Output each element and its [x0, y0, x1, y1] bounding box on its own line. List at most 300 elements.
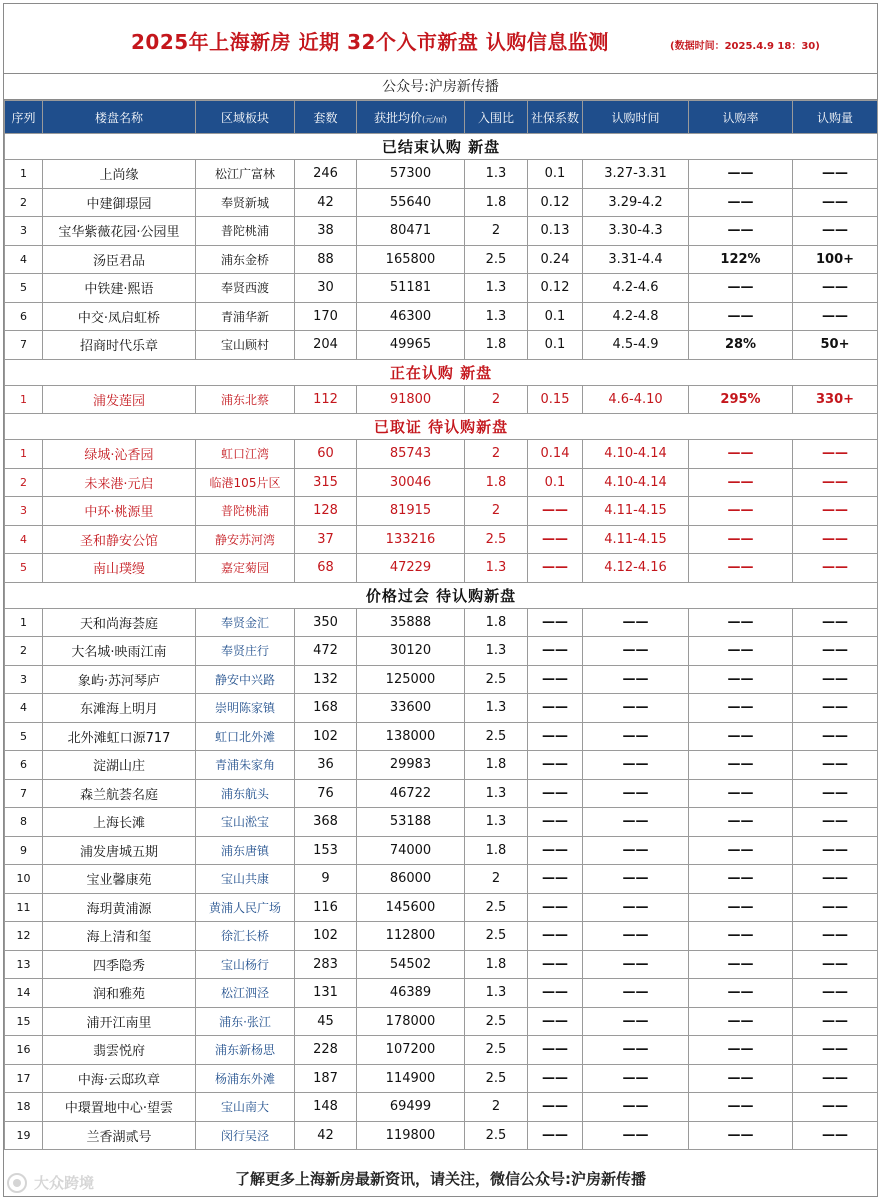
cell-ratio: 1.8 [465, 468, 528, 497]
cell-units: 204 [295, 331, 357, 360]
cell-area: 徐汇长桥 [196, 922, 295, 951]
cell-name: 兰香湖贰号 [43, 1121, 196, 1150]
cell-rate: —— [689, 274, 793, 303]
cell-name: 中環置地中心·望雲 [43, 1093, 196, 1122]
cell-idx: 1 [5, 608, 43, 637]
cell-social: —— [528, 893, 583, 922]
cell-time: 4.11-4.15 [583, 497, 689, 526]
cell-social: —— [528, 554, 583, 583]
cell-time: —— [583, 979, 689, 1008]
cell-idx: 4 [5, 245, 43, 274]
cell-rate: —— [689, 808, 793, 837]
cell-idx: 2 [5, 468, 43, 497]
cell-time: 4.10-4.14 [583, 440, 689, 469]
cell-idx: 15 [5, 1007, 43, 1036]
cell-social: —— [528, 694, 583, 723]
cell-name: 森兰航荟名庭 [43, 779, 196, 808]
cell-ratio: 1.3 [465, 554, 528, 583]
cell-time: —— [583, 950, 689, 979]
watermark-text: 大众跨境 [34, 1174, 95, 1192]
cell-idx: 18 [5, 1093, 43, 1122]
cell-volume: 100+ [793, 245, 878, 274]
cell-units: 9 [295, 865, 357, 894]
cell-area: 浦东唐镇 [196, 836, 295, 865]
cell-name: 宝华紫薇花园·公园里 [43, 217, 196, 246]
cell-time: —— [583, 665, 689, 694]
cell-rate: —— [689, 1064, 793, 1093]
cell-rate: —— [689, 440, 793, 469]
table-row [5, 440, 878, 469]
cell-time: 3.29-4.2 [583, 188, 689, 217]
cell-area: 宝山共康 [196, 865, 295, 894]
section-header [5, 414, 878, 440]
cell-social: —— [528, 1093, 583, 1122]
cell-volume: —— [793, 865, 878, 894]
cell-name: 宝业馨康苑 [43, 865, 196, 894]
cell-social: —— [528, 608, 583, 637]
cell-rate: —— [689, 722, 793, 751]
cell-social: —— [528, 922, 583, 951]
cell-units: 315 [295, 468, 357, 497]
table-row [5, 188, 878, 217]
cell-area: 崇明陈家镇 [196, 694, 295, 723]
table-row [5, 893, 878, 922]
cell-volume: —— [793, 274, 878, 303]
cell-rate: —— [689, 608, 793, 637]
cell-time: —— [583, 836, 689, 865]
cell-rate: —— [689, 637, 793, 666]
table-row [5, 160, 878, 189]
cell-time: —— [583, 1007, 689, 1036]
cell-price: 125000 [357, 665, 465, 694]
cell-social: —— [528, 779, 583, 808]
cell-ratio: 1.8 [465, 836, 528, 865]
section-header [5, 134, 878, 160]
cell-time: 3.30-4.3 [583, 217, 689, 246]
table-row [5, 385, 878, 414]
cell-rate: —— [689, 836, 793, 865]
cell-volume: 330+ [793, 385, 878, 414]
cell-units: 350 [295, 608, 357, 637]
cell-time: —— [583, 1064, 689, 1093]
cell-volume: —— [793, 217, 878, 246]
cell-name: 润和雅苑 [43, 979, 196, 1008]
cell-price: 112800 [357, 922, 465, 951]
cell-area: 静安苏河湾 [196, 525, 295, 554]
table-row [5, 665, 878, 694]
cell-ratio: 2.5 [465, 1036, 528, 1065]
cell-ratio: 2 [465, 217, 528, 246]
table-row [5, 1036, 878, 1065]
cell-volume: —— [793, 751, 878, 780]
header-index: 序列 [5, 101, 43, 134]
cell-ratio: 2.5 [465, 665, 528, 694]
cell-price: 46389 [357, 979, 465, 1008]
cell-name: 浦开江南里 [43, 1007, 196, 1036]
cell-area: 奉贤金汇 [196, 608, 295, 637]
cell-time: —— [583, 865, 689, 894]
cell-idx: 16 [5, 1036, 43, 1065]
table-row [5, 468, 878, 497]
cell-ratio: 1.3 [465, 808, 528, 837]
cell-ratio: 2.5 [465, 893, 528, 922]
cell-ratio: 2.5 [465, 245, 528, 274]
cell-area: 奉贤西渡 [196, 274, 295, 303]
cell-ratio: 2.5 [465, 525, 528, 554]
section-header [5, 359, 878, 385]
cell-idx: 12 [5, 922, 43, 951]
cell-price: 46722 [357, 779, 465, 808]
cell-area: 静安中兴路 [196, 665, 295, 694]
header-units: 套数 [295, 101, 357, 134]
cell-time: 4.5-4.9 [583, 331, 689, 360]
cell-name: 海上清和玺 [43, 922, 196, 951]
cell-name: 中环·桃源里 [43, 497, 196, 526]
cell-price: 47229 [357, 554, 465, 583]
public-account-label: 公众号:沪房新传播 [4, 74, 877, 100]
cell-idx: 6 [5, 302, 43, 331]
cell-ratio: 1.3 [465, 979, 528, 1008]
cell-time: —— [583, 893, 689, 922]
cell-ratio: 2.5 [465, 722, 528, 751]
cell-rate: —— [689, 1007, 793, 1036]
table-row [5, 302, 878, 331]
cell-social: —— [528, 665, 583, 694]
cell-ratio: 1.8 [465, 950, 528, 979]
cell-units: 42 [295, 1121, 357, 1150]
cell-rate: —— [689, 525, 793, 554]
cell-ratio: 2.5 [465, 922, 528, 951]
cell-price: 107200 [357, 1036, 465, 1065]
cell-volume: —— [793, 302, 878, 331]
table-row [5, 554, 878, 583]
cell-rate: —— [689, 751, 793, 780]
cell-price: 133216 [357, 525, 465, 554]
cell-idx: 7 [5, 779, 43, 808]
cell-price: 85743 [357, 440, 465, 469]
table-row [5, 836, 878, 865]
cell-social: —— [528, 808, 583, 837]
cell-name: 未来港·元启 [43, 468, 196, 497]
cell-social: 0.24 [528, 245, 583, 274]
cell-volume: —— [793, 1093, 878, 1122]
table-row [5, 865, 878, 894]
cell-idx: 19 [5, 1121, 43, 1150]
cell-units: 102 [295, 722, 357, 751]
cell-price: 165800 [357, 245, 465, 274]
cell-volume: —— [793, 1007, 878, 1036]
cell-units: 60 [295, 440, 357, 469]
cell-units: 368 [295, 808, 357, 837]
cell-name: 大名城·映雨江南 [43, 637, 196, 666]
cell-area: 浦东航头 [196, 779, 295, 808]
cell-ratio: 2 [465, 865, 528, 894]
cell-name: 北外滩虹口源717 [43, 722, 196, 751]
cell-price: 119800 [357, 1121, 465, 1150]
table-row [5, 751, 878, 780]
cell-price: 57300 [357, 160, 465, 189]
cell-rate: —— [689, 468, 793, 497]
cell-social: —— [528, 525, 583, 554]
cell-volume: —— [793, 497, 878, 526]
cell-time: 4.12-4.16 [583, 554, 689, 583]
cell-social: 0.1 [528, 331, 583, 360]
cell-area: 宝山淞宝 [196, 808, 295, 837]
cell-social: —— [528, 1064, 583, 1093]
cell-units: 128 [295, 497, 357, 526]
table-row [5, 808, 878, 837]
cell-area: 宝山南大 [196, 1093, 295, 1122]
cell-area: 黄浦人民广场 [196, 893, 295, 922]
cell-time: 4.10-4.14 [583, 468, 689, 497]
cell-area: 奉贤庄行 [196, 637, 295, 666]
cell-volume: —— [793, 160, 878, 189]
cell-rate: 122% [689, 245, 793, 274]
cell-name: 南山璞缦 [43, 554, 196, 583]
cell-rate: —— [689, 160, 793, 189]
cell-area: 嘉定菊园 [196, 554, 295, 583]
cell-volume: 50+ [793, 331, 878, 360]
cell-ratio: 1.3 [465, 694, 528, 723]
cell-time: 4.2-4.6 [583, 274, 689, 303]
cell-idx: 3 [5, 665, 43, 694]
cell-units: 170 [295, 302, 357, 331]
cell-area: 普陀桃浦 [196, 497, 295, 526]
cell-idx: 3 [5, 217, 43, 246]
cell-time: —— [583, 722, 689, 751]
cell-ratio: 1.8 [465, 608, 528, 637]
cell-price: 30120 [357, 637, 465, 666]
cell-area: 临港105片区 [196, 468, 295, 497]
cell-time: 3.27-3.31 [583, 160, 689, 189]
cell-ratio: 2 [465, 1093, 528, 1122]
cell-ratio: 1.3 [465, 274, 528, 303]
cell-volume: —— [793, 440, 878, 469]
cell-units: 102 [295, 922, 357, 951]
cell-ratio: 2 [465, 440, 528, 469]
cell-price: 51181 [357, 274, 465, 303]
cell-idx: 5 [5, 554, 43, 583]
cell-idx: 10 [5, 865, 43, 894]
section-header [5, 582, 878, 608]
cell-time: 4.11-4.15 [583, 525, 689, 554]
watermark-icon [6, 1172, 32, 1194]
section-title: 已结束认购 新盘 [5, 134, 878, 160]
cell-idx: 7 [5, 331, 43, 360]
table-row [5, 637, 878, 666]
cell-area: 青浦朱家角 [196, 751, 295, 780]
cell-idx: 11 [5, 893, 43, 922]
cell-idx: 4 [5, 694, 43, 723]
cell-price: 114900 [357, 1064, 465, 1093]
cell-rate: —— [689, 1036, 793, 1065]
cell-ratio: 2 [465, 385, 528, 414]
cell-volume: —— [793, 722, 878, 751]
cell-area: 宝山杨行 [196, 950, 295, 979]
cell-name: 浦发唐城五期 [43, 836, 196, 865]
table-row [5, 245, 878, 274]
cell-ratio: 1.8 [465, 188, 528, 217]
cell-units: 42 [295, 188, 357, 217]
cell-price: 80471 [357, 217, 465, 246]
cell-name: 绿城·沁香园 [43, 440, 196, 469]
cell-price: 74000 [357, 836, 465, 865]
cell-social: —— [528, 1121, 583, 1150]
cell-idx: 1 [5, 385, 43, 414]
cell-volume: —— [793, 836, 878, 865]
cell-social: —— [528, 1007, 583, 1036]
cell-ratio: 1.3 [465, 160, 528, 189]
cell-area: 杨浦东外滩 [196, 1064, 295, 1093]
cell-area: 闵行吴泾 [196, 1121, 295, 1150]
cell-rate: —— [689, 554, 793, 583]
cell-social: —— [528, 950, 583, 979]
cell-price: 145600 [357, 893, 465, 922]
header-volume: 认购量 [793, 101, 878, 134]
header-price-unit: (元/㎡) [422, 114, 447, 124]
cell-units: 132 [295, 665, 357, 694]
cell-social: 0.12 [528, 188, 583, 217]
header-price [357, 101, 465, 134]
cell-idx: 3 [5, 497, 43, 526]
cell-social: 0.1 [528, 302, 583, 331]
data-timestamp: (数据时间：2025.4.9 18：30) [670, 41, 820, 52]
section-title: 价格过会 待认购新盘 [5, 582, 878, 608]
cell-area: 青浦华新 [196, 302, 295, 331]
header-ratio: 入围比 [465, 101, 528, 134]
cell-ratio: 1.3 [465, 637, 528, 666]
cell-volume: —— [793, 808, 878, 837]
header-name: 楼盘名称 [43, 101, 196, 134]
cell-name: 淀湖山庄 [43, 751, 196, 780]
cell-units: 228 [295, 1036, 357, 1065]
cell-rate: —— [689, 893, 793, 922]
table-body [5, 134, 878, 1150]
cell-price: 33600 [357, 694, 465, 723]
table-row [5, 950, 878, 979]
cell-social: —— [528, 637, 583, 666]
cell-rate: —— [689, 665, 793, 694]
cell-idx: 8 [5, 808, 43, 837]
cell-name: 上海长滩 [43, 808, 196, 837]
table-row [5, 274, 878, 303]
watermark-logo [6, 1172, 118, 1194]
cell-units: 168 [295, 694, 357, 723]
cell-idx: 5 [5, 722, 43, 751]
table-row [5, 979, 878, 1008]
cell-price: 53188 [357, 808, 465, 837]
cell-name: 汤臣君品 [43, 245, 196, 274]
cell-rate: —— [689, 979, 793, 1008]
cell-rate: —— [689, 950, 793, 979]
cell-idx: 6 [5, 751, 43, 780]
table-row [5, 1007, 878, 1036]
cell-rate: 28% [689, 331, 793, 360]
cell-idx: 1 [5, 440, 43, 469]
cell-name: 四季隐秀 [43, 950, 196, 979]
cell-idx: 2 [5, 188, 43, 217]
table-row [5, 217, 878, 246]
cell-rate: —— [689, 188, 793, 217]
cell-volume: —— [793, 468, 878, 497]
header-social: 社保系数 [528, 101, 583, 134]
cell-social: —— [528, 865, 583, 894]
cell-rate: —— [689, 497, 793, 526]
cell-social: —— [528, 722, 583, 751]
cell-idx: 13 [5, 950, 43, 979]
table-row [5, 608, 878, 637]
cell-volume: —— [793, 608, 878, 637]
cell-volume: —— [793, 637, 878, 666]
cell-social: —— [528, 497, 583, 526]
listing-table [4, 100, 878, 1150]
cell-price: 138000 [357, 722, 465, 751]
cell-social: —— [528, 979, 583, 1008]
cell-area: 浦东金桥 [196, 245, 295, 274]
cell-rate: —— [689, 302, 793, 331]
cell-social: 0.15 [528, 385, 583, 414]
cell-name: 东滩海上明月 [43, 694, 196, 723]
cell-rate: 295% [689, 385, 793, 414]
cell-volume: —— [793, 922, 878, 951]
table-row [5, 525, 878, 554]
cell-idx: 5 [5, 274, 43, 303]
cell-rate: —— [689, 694, 793, 723]
cell-area: 宝山顾村 [196, 331, 295, 360]
cell-units: 36 [295, 751, 357, 780]
cell-name: 中交·凤启虹桥 [43, 302, 196, 331]
cell-units: 187 [295, 1064, 357, 1093]
cell-units: 45 [295, 1007, 357, 1036]
cell-time: —— [583, 751, 689, 780]
cell-rate: —— [689, 1121, 793, 1150]
table-row [5, 1093, 878, 1122]
cell-time: —— [583, 694, 689, 723]
cell-social: 0.13 [528, 217, 583, 246]
cell-idx: 4 [5, 525, 43, 554]
cell-idx: 17 [5, 1064, 43, 1093]
cell-volume: —— [793, 525, 878, 554]
cell-units: 112 [295, 385, 357, 414]
table-row [5, 922, 878, 951]
cell-idx: 14 [5, 979, 43, 1008]
cell-ratio: 2.5 [465, 1064, 528, 1093]
cell-volume: —— [793, 950, 878, 979]
cell-price: 35888 [357, 608, 465, 637]
cell-units: 472 [295, 637, 357, 666]
cell-name: 海玥黄浦源 [43, 893, 196, 922]
header-time: 认购时间 [583, 101, 689, 134]
cell-area: 虹口北外滩 [196, 722, 295, 751]
cell-units: 37 [295, 525, 357, 554]
cell-rate: —— [689, 217, 793, 246]
cell-area: 奉贤新城 [196, 188, 295, 217]
cell-name: 翡雲悦府 [43, 1036, 196, 1065]
cell-name: 象屿·苏河琴庐 [43, 665, 196, 694]
cell-rate: —— [689, 779, 793, 808]
cell-units: 38 [295, 217, 357, 246]
cell-social: —— [528, 836, 583, 865]
cell-time: —— [583, 1093, 689, 1122]
cell-units: 88 [295, 245, 357, 274]
cell-area: 松江泗泾 [196, 979, 295, 1008]
header-price-label: 获批均价 [374, 110, 423, 125]
cell-volume: —— [793, 893, 878, 922]
table-row [5, 1064, 878, 1093]
cell-ratio: 2.5 [465, 1121, 528, 1150]
table-row [5, 331, 878, 360]
cell-ratio: 2 [465, 497, 528, 526]
